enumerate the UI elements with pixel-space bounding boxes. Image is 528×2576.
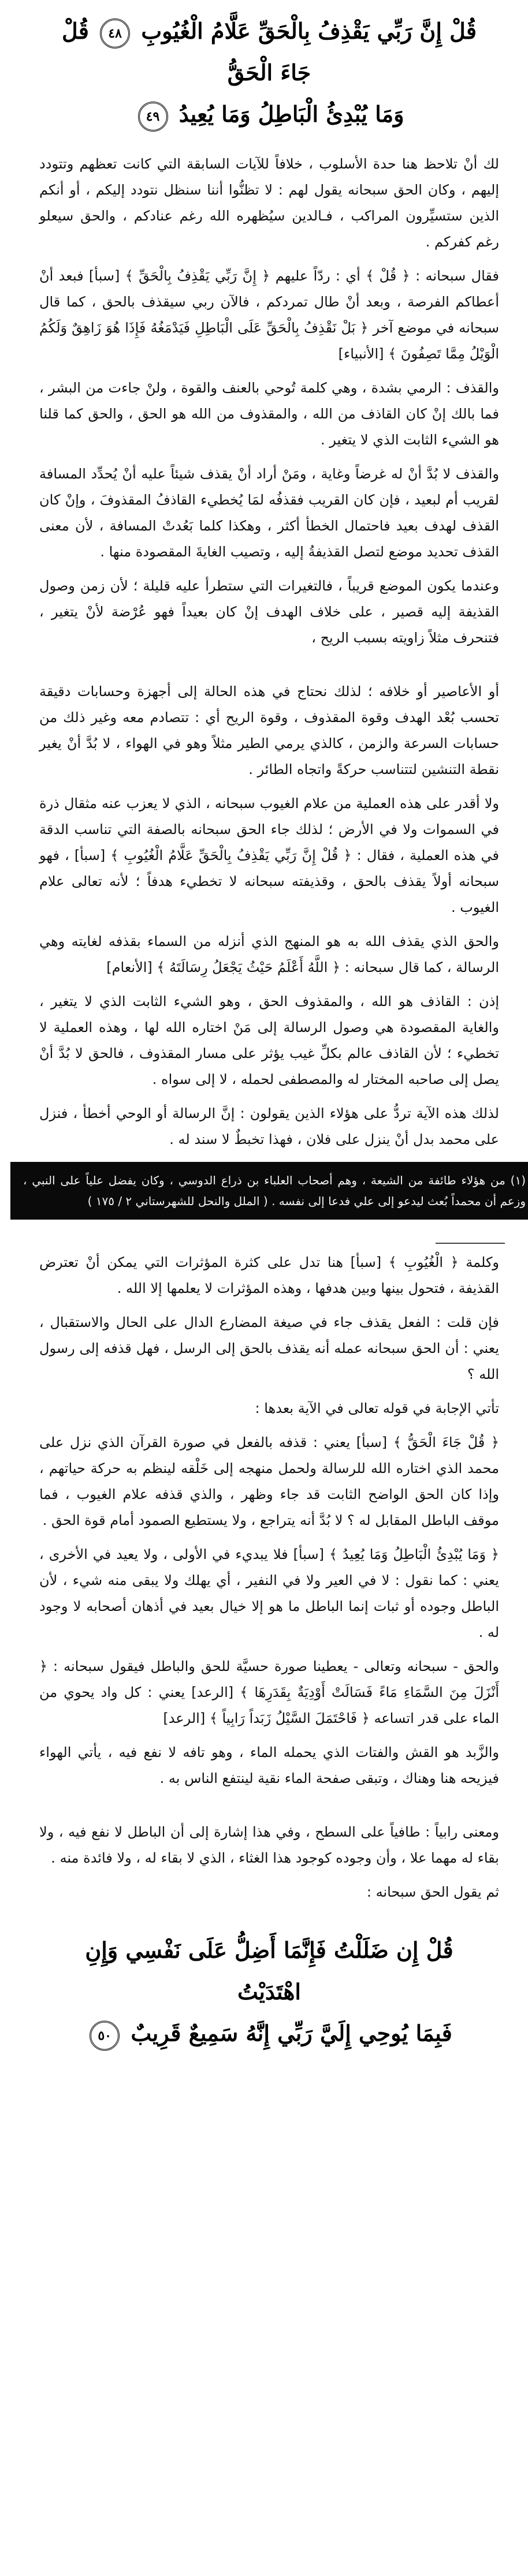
verse-number: ٤٨ — [100, 18, 130, 48]
verse-text: قُلْ إِنَّ رَبِّي يَقْذِفُ بِالْحَقِّ عَلَّامُ الْغُيُوبِ — [141, 18, 477, 44]
paragraph: وعندما يكون الموضع قريباً ، فالتغيرات التي ستطرأ عليه قليلة ؛ لأن زمن وصول القذيفة إليه قصير ، على خلاف الهدف إنْ كان بعيداً فهو عُرْضة لأنْ يتغير ، فتنحرف مثلاً زاويته بسبب الريح ، — [39, 578, 499, 646]
document-body — [23, 0, 526, 2576]
paragraph: لك أنْ تلاحظ هنا حدة الأسلوب ، خلافاً للآيات السابقة التي كانت تعظهم وتتودد إليهم ، وكان الحق سبحانه يقول لهم : لا تظنُّوا أننا سنظل نتودد إليكم ، أو أنكم الذين ستسيِّرون المراكب ، فـالدين سيُظهره الله رغم عنادكم ، والحق سيعلو رغم كفركم . — [39, 156, 499, 250]
verse-number: ٤٩ — [138, 102, 168, 132]
verse-text: وَمَا يُبْدِئُ الْبَاطِلُ وَمَا يُعِيدُ — [179, 101, 404, 127]
paragraph: ﴿ وَمَا يُبْدِئُ الْبَاطِلُ وَمَا يُعِيدُ ﴾ [سبأ] فلا يبديء في الأولى ، ولا يعيد في الأخرى ، يعني : كما نقول : لا في العير ولا في النفير ، أي يهلك ولا يبقى منه شيء ، لأن الباطل وجوده أو ثبات إنما الباطل ما هو إلا خيال بعيد في أذهان أصحابه لا وجود له . — [39, 1546, 499, 1640]
opening-verse-line-1 — [51, 10, 488, 94]
paragraph: أو الأعاصير أو خلافه ؛ لذلك نحتاج في هذه الحالة إلى أجهزة وحسابات دقيقة تحسب بُعْد الهدف وقوة المقذوف ، وقوة الريح أي : تتصادم معه وغير ذلك من حسابات السرعة والزمن ، كالذي يرمي الطير مثلاً وهو في الهواء ، لا بُدَّ أنْ يغير نقطة التنشين لتتناسب حركةً واتجاه الطائر . — [39, 683, 499, 777]
paragraph: تأتي الإجابة في قوله تعالى في الآية بعدها : — [255, 1400, 499, 1416]
opening-verse — [34, 5, 505, 141]
paragraph: والزَّبد هو القش والفتات الذي يحمله الماء ، وهو تافه لا نفع فيه ، يأتي الهواء فيزيحه هنا وهناك ، وتبقى صفحة الماء نقية لينتفع الناس به . — [39, 1744, 499, 1786]
paragraph: ولا أقدر على هذه العملية من علام الغيوب سبحانه ، الذي لا يعزب عنه مثقال ذرة في السموات ولا في الأرض ؛ لذلك جاء الحق سبحانه بالصفة التي تناسب الدقة في هذه العملية ، فقال : ﴿ قُلْ إِنَّ رَبِّي يَقْذِفُ بِالْحَقِّ عَلَّامُ الْغُيُوبِ ﴾ [سبأ] ، فهو سبحانه أولاً يقذف بالحق ، وقذيفته سبحانه لا تخطيء هدفاً ؛ لأنه تعالى علام الغيوب . — [39, 795, 499, 915]
opening-verse-line-2 — [51, 94, 488, 135]
divider — [436, 1243, 505, 1244]
paragraph: والحق الذي يقذف الله به هو المنهج الذي أنزله من السماء بقذفه لغايته وهي الرسالة ، كما قال سبحانه : ﴿ اللَّهُ أَعْلَمُ حَيْثُ يَجْعَلُ رِسَالَتَهُ ﴾ [الأنعام] — [39, 933, 499, 975]
verse-text: قُلْ جَاءَ الْحَقُّ — [61, 18, 311, 85]
verse-text: فَبِمَا يُوحِي إِلَيَّ رَبِّي إِنَّهُ سَمِيعٌ قَرِيبٌ — [131, 2020, 452, 2046]
footnote: (١) من هؤلاء طائفة من الشيعة ، وهم أصحاب العلباء بن ذراع الدوسي ، وكان يفضل علياً على النبي ، وزعم أن محمداً بُعث ليدعو إلى علي فدعا إلى نفسه . ( الملل والنحل للشهرستاني ٢ / ١٧٥ ) — [10, 1162, 528, 1220]
paragraph: وكلمة ﴿ الْغُيُوبِ ﴾ [سبأ] هنا تدل على كثرة المؤثرات التي يمكن أنْ تعترض القذيفة ، فتحول بينها وبين هدفها ، وهذه المؤثرات لا يعلمها إلا الله . — [39, 1254, 499, 1296]
paragraph: فإن قلت : الفعل يقذف جاء في صيغة المضارع الدال على الحال والاستقبال ، يعني : أن الحق سبحانه عمله أنه يقذف بالحق إلى الرسل ، فهل قذفه إلى رسول الله ؟ — [39, 1314, 499, 1382]
paragraph: والحق - سبحانه وتعالى - يعطينا صورة حسيَّة للحق والباطل فيقول سبحانه : ﴿ أَنْزَلَ مِنَ السَّمَاءِ مَاءً فَسَالَتْ أَوْدِيَةٌ بِقَدَرِهَا ﴾ [الرعد] يعني : كل واد يحوي من الماء على قدر اتساعه ﴿ فَاحْتَمَلَ السَّيْلُ زَبَداً رَابِياً ﴾ [الرعد] — [39, 1658, 499, 1726]
closing-verse-line-1: قُلْ إِن ضَلَلْتُ فَإِنَّمَا أَضِلُّ عَلَى نَفْسِي وَإِنِ اهْتَدَيْتُ — [85, 1937, 453, 2005]
closing-verse-line-2 — [51, 2013, 488, 2054]
verse-number: ٥٠ — [90, 2021, 120, 2051]
paragraph: فقال سبحانه : ﴿ قُلْ ﴾ أي : ردّاً عليهم ﴿ إِنَّ رَبِّي يَقْذِفُ بِالْحَقِّ ﴾ [سبأ] فبعد أنْ أعطاكم الفرصة ، وبعد أنْ طال تمردكم ، فالآن ربي سيقذف بالحق ، كما قال سبحانه في موضع آخر ﴿ بَلْ نَقْذِفُ بِالْحَقِّ عَلَى الْبَاطِلِ فَيَدْمَغُهُ فَإِذَا هُوَ زَاهِقٌ وَلَكُمُ الْوَيْلُ مِمَّا تَصِفُونَ ﴾ [الأنبياء] — [39, 268, 499, 362]
paragraph: لذلك هذه الآية تردُّ على هؤلاء الذين يقولون : إنَّ الرسالة أو الوحي أخطأ ، فنزل على محمد بدل أنْ ينزل على فلان ، فهذا تخبطٌ لا سند له . — [39, 1105, 499, 1147]
paragraph: إذن : القاذف هو الله ، والمقذوف الحق ، وهو الشيء الثابت الذي لا يتغير ، والغاية المقصودة هي وصول الرسالة إلى مَنْ اختاره الله لها ، وهذه العملية لا تخطيء ؛ لأن القاذف عالم بكلِّ غيب يؤثر على مسار المقذوف ، فالحق لا بُدَّ أنْ يصل إلى صاحبه المختار له والمصطفى لحمله ، لا إلى سواه . — [39, 993, 499, 1087]
paragraph: ثم يقول الحق سبحانه : — [366, 1884, 499, 1900]
paragraph: ومعنى رابياً : طافياً على السطح ، وفي هذا إشارة إلى أن الباطل لا نفع فيه ، ولا بقاء له مهما علا ، وأن وجوده كوجود هذا الغثاء ، الذي لا بقاء له ، ولا فائدة منه . — [39, 1824, 499, 1866]
paragraph: والقذف لا بُدَّ أنْ له غرضاً وغاية ، ومَنْ أراد أنْ يقذف شيئاً عليه أنْ يُحدِّد المسافة لقريب أم لبعيد ، فإن كان القريب فقذفُه لمَا يُخطيء القاذفُ المقذوفَ ، وإنْ كان القذف لهدف بعيد فاحتمال الخطأ أكثر ، وهكذا كلما بَعُدتْ المسافة ، لأن معنى القذف تحديد موضع لتصل القذيفةُ إليه ، وتصيب الغايةَ المقصودة منها . — [39, 466, 499, 560]
closing-verse — [34, 1924, 505, 2060]
paragraph: والقذف : الرمي بشدة ، وهي كلمة تُوحي بالعنف والقوة ، ولنْ جاءت من البشر ، فما بالك إنْ كان القاذف من الله ، والمقذوف من الله هو الحق ، والحق كما قلنا هو الشيء الثابت الذي لا يتغير . — [39, 380, 499, 448]
paragraph: ﴿ قُلْ جَاءَ الْحَقُّ ﴾ [سبأ] يعني : قذفه بالفعل في صورة القرآن الذي نزل على محمد الذي اختاره الله للرسالة ولحمل منهجه إلى خَلْقه لينظم به حركة حياتهم ، وإذا كان الحق الواضح الثابت قد جاء وظهر ، والذي قذفه علام الغيوب ، فما موقف الباطل المقابل له ؟ لا بُدَّ أنه يتراجع ، ولا يستطيع الصمود أمام قوة الحق . — [39, 1434, 499, 1528]
